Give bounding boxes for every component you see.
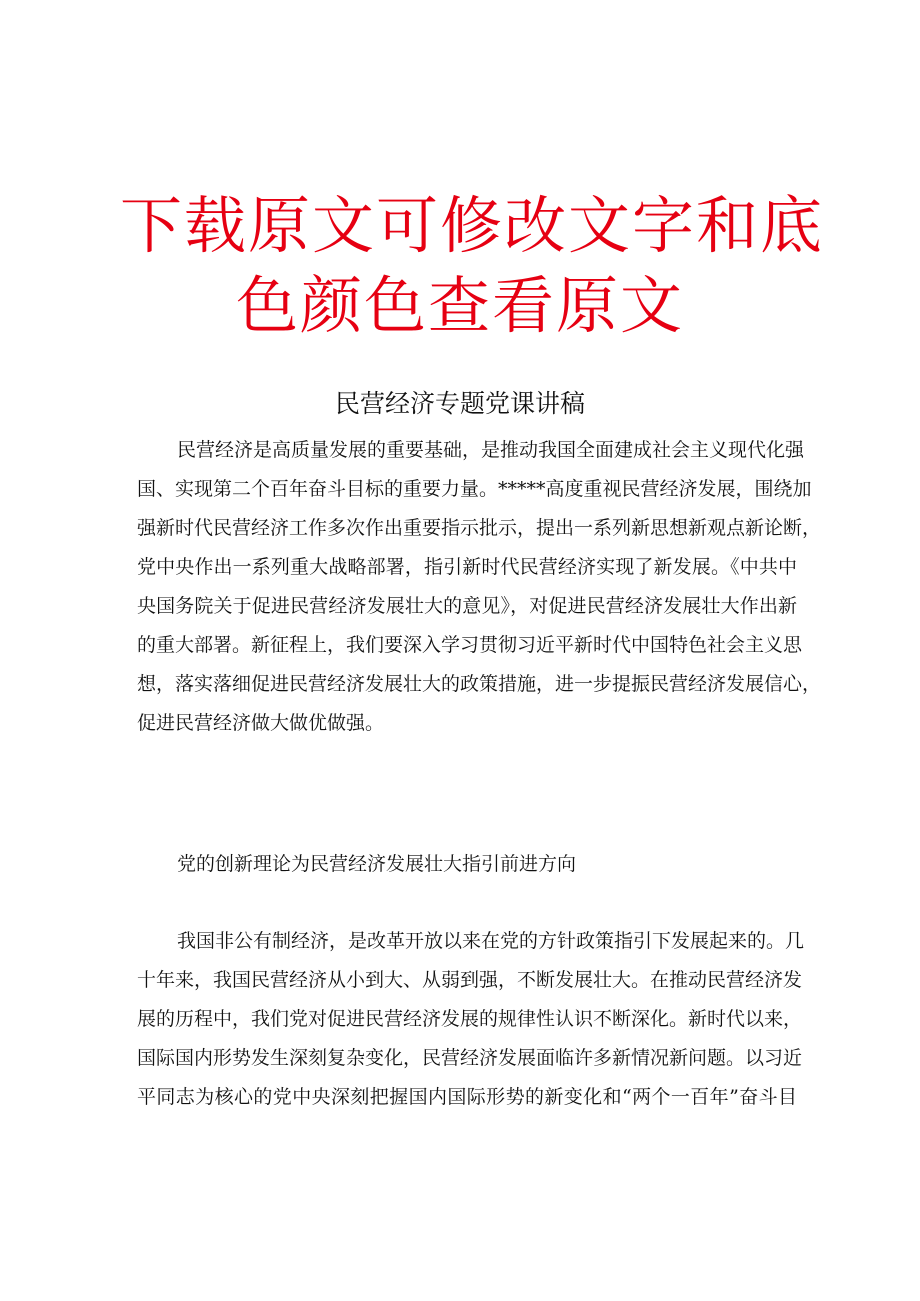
paragraph-line: 的重大部署。新征程上，我们要深入学习贯彻习近平新时代中国特色社会主义思 [137, 634, 803, 656]
paragraph-line: 央国务院关于促进民营经济发展壮大的意见》，对促进民营经济发展壮大作出新 [137, 595, 797, 617]
document-title: 民营经济专题党课讲稿 [334, 389, 585, 418]
paragraph-line: 促进民营经济做大做优做强。 [137, 712, 385, 734]
paragraph-line: 国际国内形势发生深刻复杂变化，民营经济发展面临许多新情况新问题。以习近 [137, 1047, 803, 1069]
section-paragraph [137, 922, 805, 1117]
paragraph-line: 想，落实落细促进民营经济发展壮大的政策措施，进一步提振民营经济发展信心， [137, 673, 822, 695]
banner-line-1: 下载原文可修改文字和底 [120, 189, 825, 262]
paragraph-line: 党中央作出一系列重大战略部署，指引新时代民营经济实现了新发展。《中共中 [137, 556, 797, 578]
intro-paragraph [137, 431, 822, 743]
paragraph-line: 展的历程中，我们党对促进民营经济发展的规律性认识不断深化。新时代以来， [137, 1008, 803, 1030]
section-heading: 党的创新理论为民营经济发展壮大指引前进方向 [177, 853, 577, 875]
paragraph-line: 民营经济是高质量发展的重要基础，是推动我国全面建成社会主义现代化强 [177, 439, 805, 461]
download-banner [120, 186, 825, 346]
banner-line-2: 色颜色查看原文 [235, 269, 684, 342]
paragraph-line: 国、实现第二个百年奋斗目标的重要力量。*****高度重视民营经济发展，围绕加 [137, 478, 812, 500]
paragraph-line: 我国非公有制经济，是改革开放以来在党的方针政策指引下发展起来的。几 [177, 930, 805, 952]
paragraph-line: 强新时代民营经济工作多次作出重要指示批示，提出一系列新思想新观点新论断， [137, 517, 822, 539]
paragraph-line: 十年来，我国民营经济从小到大、从弱到强，不断发展壮大。在推动民营经济发 [137, 969, 803, 991]
paragraph-line: 平同志为核心的党中央深刻把握国内国际形势的新变化和“两个一百年”奋斗目 [137, 1086, 797, 1108]
